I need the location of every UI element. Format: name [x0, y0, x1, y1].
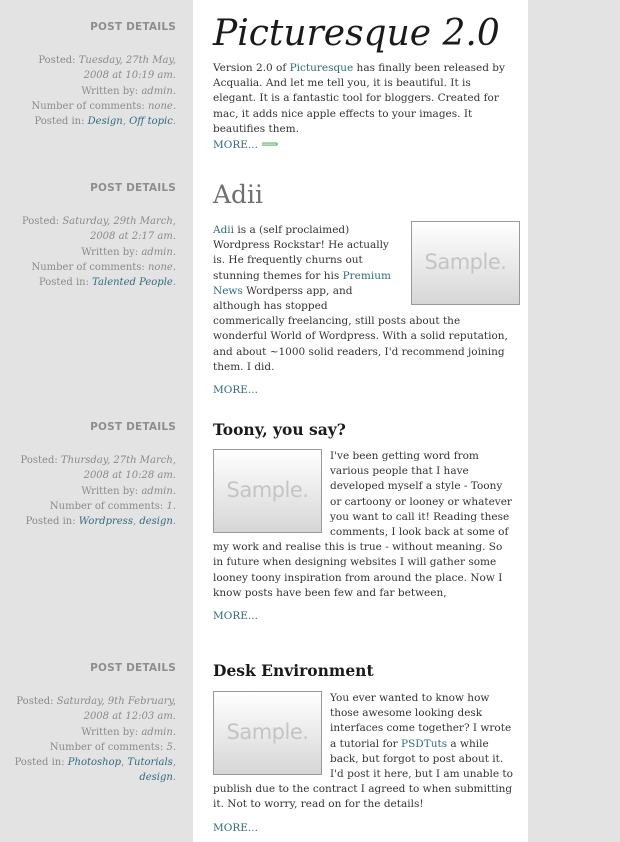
posted-label: Posted:: [21, 216, 60, 228]
post-details: POST DETAILS Posted: Saturday, 29th March, 2008 at 2:17 am. Written by: admin. Number of comments: none. Posted in: Talented People.: [0, 181, 176, 290]
posted-in-label: Posted in:: [38, 277, 89, 289]
post-body: [213, 420, 513, 624]
post-excerpt: Sample. You ever wanted to know how those awesome looking desk interfaces come together? I wrote a tutorial for PSDTuts a while back, but forgot to post about it. I'd post it here, but I am unable to publish due to the contract I agreed to when submitting it. Not to worry, read on for the details!: [213, 692, 513, 811]
post-details-heading: POST DETAILS: [90, 21, 176, 33]
post-details-heading: POST DETAILS: [90, 421, 176, 433]
posted-time: 2008 at 10:28 am.: [83, 470, 176, 482]
psdtuts-link[interactable]: PSDTuts: [401, 737, 448, 750]
post-details-heading: POST DETAILS: [90, 662, 176, 674]
more-link[interactable]: MORE...: [213, 610, 258, 623]
post-details: POST DETAILS Posted: Saturday, 9th February, 2008 at 12:03 am. Written by: admin. Number of comments: 5. Posted in: Photoshop, Tutorials, design.: [0, 661, 176, 785]
post-excerpt: Sample. Adii is a (self proclaimed) Wordpress Rockstar! He actually is. He frequently churns out stunning themes for his Premium News Wordperss app, and although has stopped commerically freelancing, still posts about the wonderful World of Wordpress. With a solid reputation, and about ~1000 solid readers, I'd recommend joining them. I did.: [213, 223, 513, 375]
post-details: POST DETAILS Posted: Tuesday, 27th May, 2008 at 10:19 am. Written by: admin. Number of comments: none. Posted in: Design, Off topic.: [0, 20, 176, 129]
category-link[interactable]: Tutorials: [127, 757, 173, 769]
post-details: POST DETAILS Posted: Thursday, 27th March, 2008 at 10:28 am. Written by: admin. Number of comments: 1. Posted in: Wordpress, design.: [0, 420, 176, 529]
post-body: [213, 180, 513, 398]
written-label: Written by:: [81, 246, 139, 258]
category-link[interactable]: Off topic: [129, 116, 173, 128]
posted-date: Thursday, 27th March,: [60, 455, 176, 467]
post-excerpt: Version 2.0 of Picturesque has finally been released by Acqualia. And let me tell you, it is beautiful. It is elegant. It is a fantastic tool for bloggers. Created for mac, it adds nice apple effects to your images. It beautifies them.: [213, 62, 505, 135]
posted-label: Posted:: [20, 455, 58, 467]
comments-label: Number of comments:: [31, 100, 145, 112]
post-details-heading: POST DETAILS: [90, 182, 176, 194]
comment-count: none: [147, 261, 173, 273]
posted-date: Saturday, 29th March,: [62, 216, 176, 228]
more-link[interactable]: MORE...: [213, 384, 258, 397]
written-label: Written by:: [81, 485, 139, 497]
author: admin: [141, 726, 173, 738]
author: admin: [141, 246, 173, 258]
comment-count: none: [147, 100, 173, 112]
sample-image[interactable]: Sample.: [411, 221, 520, 305]
posted-in-label: Posted in:: [25, 516, 76, 528]
posted-in-label: Posted in:: [34, 116, 85, 128]
comment-count: 5: [166, 741, 173, 753]
picturesque-link[interactable]: Picturesque: [289, 62, 354, 74]
comments-label: Number of comments:: [49, 500, 164, 512]
more-link[interactable]: MORE...: [213, 139, 258, 152]
comment-count: 1: [166, 500, 173, 512]
comments-label: Number of comments:: [49, 741, 164, 753]
category-link[interactable]: Design: [87, 116, 123, 128]
more-link[interactable]: MORE...: [213, 821, 258, 834]
premium-news-link[interactable]: Premium News: [213, 269, 391, 297]
right-arrow-icon: ⟹: [261, 137, 279, 152]
written-label: Written by:: [81, 726, 139, 738]
sample-image[interactable]: Sample.: [213, 449, 322, 533]
posted-time: 2008 at 10:19 am.: [83, 70, 176, 82]
post-title[interactable]: Adii: [213, 180, 264, 209]
adii-link[interactable]: Adii: [213, 224, 235, 236]
post-title[interactable]: Desk Environment: [213, 661, 374, 680]
author: admin: [141, 85, 173, 97]
post-title[interactable]: Toony, you say?: [213, 420, 346, 439]
category-link[interactable]: Wordpress: [78, 516, 133, 528]
posted-date: Saturday, 9th February,: [56, 696, 176, 708]
posted-time: 2008 at 2:17 am.: [89, 231, 176, 243]
sample-image[interactable]: Sample.: [213, 691, 322, 775]
written-label: Written by:: [81, 85, 139, 97]
author: admin: [141, 485, 173, 497]
posted-time: 2008 at 12:03 am.: [83, 711, 176, 723]
category-link[interactable]: Talented People: [92, 277, 173, 289]
category-link[interactable]: design: [139, 516, 173, 528]
post-body: [213, 14, 513, 153]
category-link[interactable]: Photoshop: [67, 757, 122, 769]
post-excerpt: Sample. I've been getting word from various people that I have developed myself a style - Toony or cartoony or looney or whatever you want to call it! Reading these comments, I look back at some of my work and realise this is true - without meaning. So in future when designing websites I will gather some looney toony inspiration from around the place. Now I know posts have been few and far between,: [213, 450, 512, 599]
category-link[interactable]: design: [139, 772, 173, 784]
post-body: [213, 661, 513, 836]
posted-date: Tuesday, 27th May,: [78, 55, 176, 67]
posted-label: Posted:: [16, 696, 54, 708]
post-title[interactable]: Picturesque 2.0: [213, 13, 500, 54]
posted-label: Posted:: [38, 55, 76, 67]
comments-label: Number of comments:: [31, 261, 145, 273]
posted-in-label: Posted in:: [14, 757, 65, 769]
